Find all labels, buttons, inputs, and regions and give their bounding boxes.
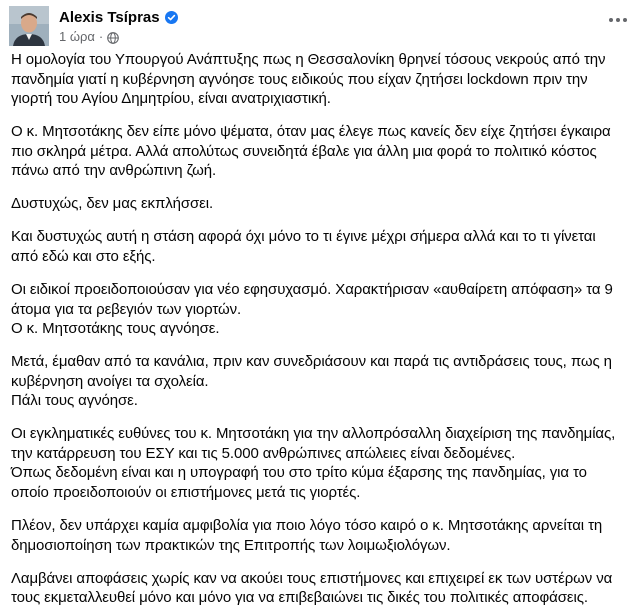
author-avatar[interactable] (9, 6, 49, 46)
post-header (9, 0, 628, 50)
post-paragraph (11, 424, 628, 502)
post-text-line: Οι ειδικοί προειδοποιούσαν για νέο εφησυχασμό. Χαρακτήρισαν «αυθαίρετη απόφαση» τα 9 (11, 280, 613, 298)
meta-separator: · (98, 28, 104, 44)
post-text-line: Μετά, έμαθαν από τα κανάλια, πριν καν συνεδριάσουν και παρά τις αντιδράσεις τους, πως η (11, 353, 612, 371)
post-paragraph (11, 50, 628, 109)
post-text-line: Όπως δεδομένη είναι και η υπογραφή του στο τρίτο κύμα έξαρσης της πανδημίας, για το (11, 464, 587, 482)
post-paragraph (11, 569, 628, 608)
globe-icon[interactable] (107, 31, 119, 43)
post-text-line: δημοσιοποίηση των πρακτικών της Επιτροπής των λοιμωξιολόγων. (11, 536, 451, 554)
avatar-photo (9, 6, 49, 46)
post-paragraph (11, 227, 628, 266)
post-text-line: άτομα για τα ρεβεγιόν των γιορτών. (11, 300, 242, 318)
post-text-line: Και δυστυχώς αυτή η στάση αφορά όχι μόνο το τι έγινε μέχρι σήμερα αλλά και το τι γίνεται (11, 228, 596, 246)
post-text-line: Δυστυχώς, δεν μας εκπλήσσει. (11, 195, 214, 213)
post-timestamp-row (59, 29, 178, 45)
more-options-icon[interactable] (606, 10, 630, 30)
post-text-line: Ο κ. Μητσοτάκης τους αγνόησε. (11, 320, 220, 338)
post-text-line: πανδημία γιατί η κυβέρνηση αγνόησε τους ειδικούς που είχαν ζητήσει lockdown πριν την (11, 70, 588, 88)
post-text-line: πιο σκληρά μέτρα. Αλλά απολύτως συνειδητά έβαλε για άλλη μια φορά το πολιτικό κόστος (11, 142, 597, 160)
post-text-line: Η ομολογία του Υπουργού Ανάπτυξης πως η Θεσσαλονίκη θρηνεί τόσους νεκρούς από την (11, 51, 606, 68)
post-text-line: πάνω από την ανθρώπινη ζωή. (11, 162, 217, 180)
post-text-line: γιορτή του Αγίου Δημητρίου, είναι ανατριχιαστική. (11, 90, 331, 108)
post-text-line: την κατάρρευση του ΕΣΥ και τις 5.000 ανθρώπινες απώλειες είναι δεδομένες. (11, 444, 516, 462)
post-timestamp[interactable]: 1 ώρα (59, 28, 95, 44)
verified-badge-icon (165, 11, 178, 24)
post-paragraph (11, 352, 628, 411)
post-paragraph (11, 122, 628, 181)
post-meta (59, 8, 178, 45)
post-paragraph (11, 280, 628, 339)
post-text-line: κυβέρνηση ανοίγει τα σχολεία. (11, 372, 209, 390)
post-body (9, 50, 628, 608)
post-text-line: από εδώ και στο εξής. (11, 247, 156, 265)
author-name[interactable]: Alexis Tsípras (59, 8, 160, 26)
post-paragraph (11, 516, 628, 555)
post-text-line: Οι εγκληματικές ευθύνες του κ. Μητσοτάκη για την αλλοπρόσαλλη διαχείριση της πανδημίας, (11, 425, 616, 443)
post-text-line: Πάλι τους αγνόησε. (11, 392, 138, 410)
post-text-line: Πλέον, δεν υπάρχει καμία αμφιβολία για ποιο λόγο τόσο καιρό ο κ. Μητσοτάκης αρνείται τη (11, 517, 603, 535)
post-text-line: οποίο προειδοποιούν οι επιστήμονες μετά τις γιορτές. (11, 484, 361, 502)
author-name-row (59, 8, 178, 27)
post-text-line: Ο κ. Μητσοτάκης δεν είπε μόνο ψέματα, όταν μας έλεγε πως κανείς δεν είχε ζητήσει έγκαιρα (11, 123, 611, 141)
post-paragraph (11, 194, 628, 214)
post-text-line: Λαμβάνει αποφάσεις χωρίς καν να ακούει τους επιστήμονες και επιχειρεί εκ των υστέρων να (11, 569, 613, 587)
post-text-line: τους εκμεταλλευθεί μόνο και μόνο για να επιβεβαιώνει τις δικές του πολιτικές αποφάσεις. (11, 589, 588, 607)
